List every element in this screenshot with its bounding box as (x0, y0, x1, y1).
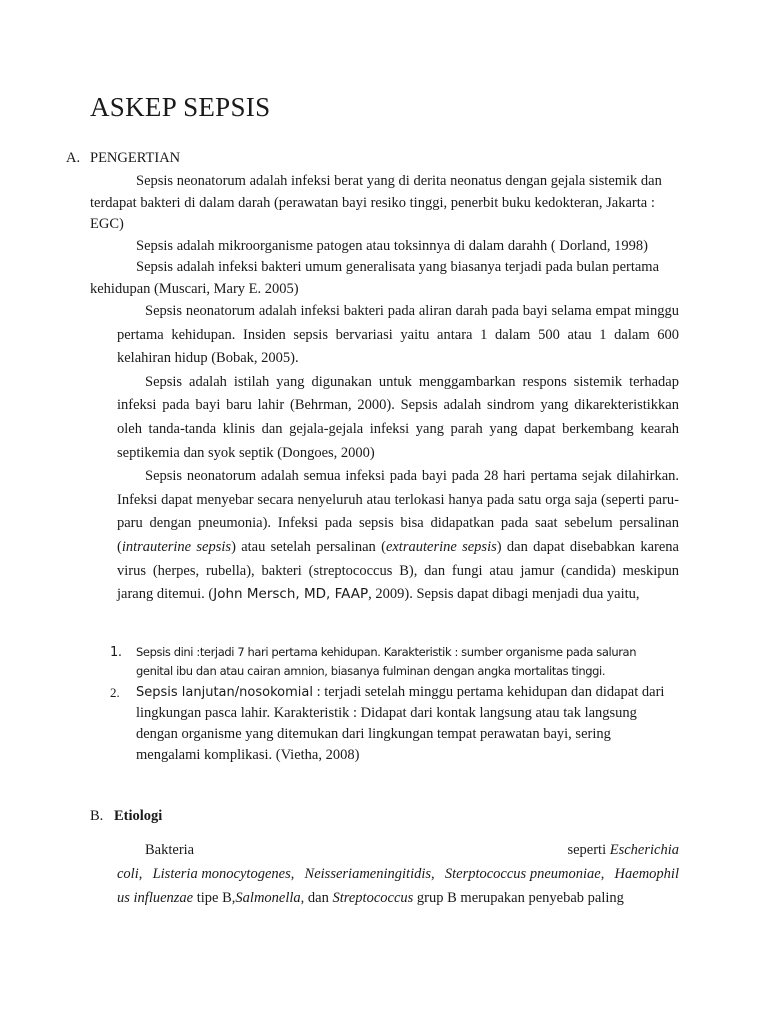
section-b-heading (90, 808, 162, 825)
list-number: 1. (110, 645, 122, 660)
list-item (110, 682, 670, 766)
paragraph-6: Sepsis neonatorum adalah semua infeksi pada bayi pada 28 hari pertama sejak dilahirkan. Infeksi dapat menyebar secara nenyeluruh atau terlokasi hanya pada satu orga saja (seperti paru-paru dengan pneumonia). Infeksi pada sepsis bisa didapatkan pada saat sebelum persalinan (intrauterine sepsis) atau setelah persalinan (extrauterine sepsis) dan dapat disebabkan karena virus (herpes, rubella), bakteri (streptococcus B), dan fungi atau jamur (candida) meskipun jarang ditemui. (John Mersch, MD, FAAP, 2009). Sepsis dapat dibagi menjadi dua yaitu, (117, 468, 679, 603)
etiology-line-3: us influenzae tipe B,Salmonella, dan Streptococcus grup B merupakan penyebab paling (117, 890, 624, 906)
paragraph-1: Sepsis neonatorum adalah infeksi berat yang di derita neonatus dengan gejala sistemik dan terdapat bakteri di dalam darah (perawatan bayi resiko tinggi, penerbit buku kedokteran, Jakarta : EGC) (90, 173, 662, 232)
paragraph-5: Sepsis adalah istilah yang digunakan untuk menggambarkan respons sistemik terhadap infeksi pada bayi baru lahir (Behrman, 2000). Sepsis adalah sindrom yang dikarekteristikkan oleh tanda-tanda klinis dan gejala-gejala infeksi yang parah yang dapat berkembang kearah septikemia dan syok septik (Dongoes, 2000) (117, 373, 679, 461)
etiology-line-1: Bakteria seperti Escherichia (145, 842, 679, 858)
term-intrauterine: intrauterine sepsis (121, 538, 232, 555)
etiology-line-2: coli, Listeria monocytogenes, Neisseriameningitidis, Sterptococcus pneumoniae, Haemophil (117, 866, 679, 882)
list-text: Sepsis dini :terjadi 7 hari pertama kehidupan. Karakteristik : sumber organisme pada saluran genital ibu dan atau cairan amnion, biasanya fulminan dengan angka mortalitas tinggi. (136, 645, 637, 678)
list-number: 2. (110, 685, 120, 700)
term-extrauterine: extrauterine sepsis (385, 538, 497, 555)
section-a-intro (90, 171, 680, 300)
section-a-label: PENGERTIAN (90, 150, 181, 166)
citation-author: John Mersch, MD, FAAP (213, 586, 369, 603)
paragraph-4: Sepsis neonatorum adalah infeksi bakteri pada aliran darah pada bayi selama empat minggu pertama kehidupan. Insiden sepsis bervariasi yaitu antara 1 dalam 500 atau 1 dalam 600 kelahiran hidup (Bobak, 2005). (117, 303, 679, 367)
list-term: Sepsis lanjutan/nosokomial (136, 685, 313, 700)
document-title: ASKEP SEPSIS (90, 92, 271, 122)
section-a-body (117, 300, 679, 607)
paragraph-3: Sepsis adalah infeksi bakteri umum generalisata yang biasanya terjadi pada bulan pertama kehidupan (Muscari, Mary E. 2005) (90, 259, 660, 297)
sepsis-types-list (110, 643, 670, 766)
section-a-heading (66, 150, 180, 167)
list-item (110, 643, 670, 681)
section-a-number: A. (66, 150, 81, 166)
list-text: : terjadi setelah minggu pertama kehidupan dan didapat dari lingkungan pasca lahir. Karakteristik : Didapat dari kontak langsung atau tak langsung dengan organisme yang ditemukan dari lingkungan tempat perawatan bayi, sering mengalami komplikasi. (Vietha, 2008) (136, 684, 665, 763)
section-b-number: B. (90, 808, 104, 824)
section-b-body (117, 838, 679, 910)
paragraph-2: Sepsis adalah mikroorganisme patogen atau toksinnya di dalam darahh ( Dorland, 1998) (136, 237, 648, 254)
section-b-label: Etiologi (114, 808, 163, 824)
